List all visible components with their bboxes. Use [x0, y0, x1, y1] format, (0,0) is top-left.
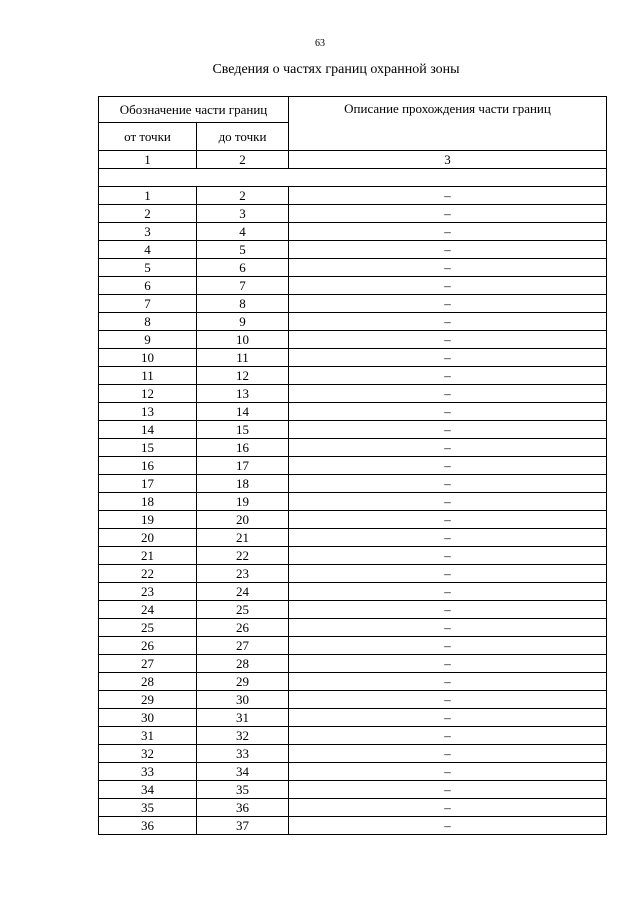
from-point-cell: 25 — [99, 619, 197, 637]
to-point-cell: 18 — [197, 475, 289, 493]
to-point-cell: 4 — [197, 223, 289, 241]
to-point-cell: 24 — [197, 583, 289, 601]
column-number: 3 — [289, 151, 607, 169]
table-row — [99, 259, 607, 277]
from-point-cell: 28 — [99, 673, 197, 691]
table-row — [99, 799, 607, 817]
description-cell: – — [289, 295, 607, 313]
to-point-cell: 6 — [197, 259, 289, 277]
table-row — [99, 331, 607, 349]
from-point-cell: 35 — [99, 799, 197, 817]
description-cell: – — [289, 637, 607, 655]
description-cell: – — [289, 313, 607, 331]
description-cell: – — [289, 745, 607, 763]
description-cell: – — [289, 457, 607, 475]
to-point-cell: 7 — [197, 277, 289, 295]
from-point-cell: 9 — [99, 331, 197, 349]
to-point-cell: 37 — [197, 817, 289, 835]
table-row — [99, 223, 607, 241]
table-row — [99, 583, 607, 601]
from-point-cell: 31 — [99, 727, 197, 745]
description-cell: – — [289, 799, 607, 817]
to-point-cell: 21 — [197, 529, 289, 547]
description-cell: – — [289, 385, 607, 403]
to-point-cell: 9 — [197, 313, 289, 331]
from-point-cell: 30 — [99, 709, 197, 727]
from-point-cell: 20 — [99, 529, 197, 547]
to-point-cell: 14 — [197, 403, 289, 421]
description-cell: – — [289, 331, 607, 349]
table-row — [99, 367, 607, 385]
to-point-cell: 19 — [197, 493, 289, 511]
to-point-cell: 3 — [197, 205, 289, 223]
description-cell: – — [289, 583, 607, 601]
table-row — [99, 601, 607, 619]
description-cell: – — [289, 529, 607, 547]
table-row — [99, 619, 607, 637]
to-point-cell: 11 — [197, 349, 289, 367]
description-cell: – — [289, 781, 607, 799]
description-cell: – — [289, 673, 607, 691]
table-row — [99, 295, 607, 313]
description-cell: – — [289, 439, 607, 457]
table-row — [99, 205, 607, 223]
from-point-cell: 14 — [99, 421, 197, 439]
from-point-cell: 33 — [99, 763, 197, 781]
table-row — [99, 727, 607, 745]
table-row — [99, 421, 607, 439]
from-point-cell: 19 — [99, 511, 197, 529]
from-point-cell: 21 — [99, 547, 197, 565]
description-cell: – — [289, 241, 607, 259]
from-point-cell: 13 — [99, 403, 197, 421]
from-point-cell: 11 — [99, 367, 197, 385]
description-cell: – — [289, 403, 607, 421]
to-point-cell: 34 — [197, 763, 289, 781]
table-row — [99, 655, 607, 673]
table-row — [99, 187, 607, 205]
from-point-cell: 26 — [99, 637, 197, 655]
from-point-cell: 1 — [99, 187, 197, 205]
to-point-cell: 23 — [197, 565, 289, 583]
description-cell: – — [289, 511, 607, 529]
description-cell: – — [289, 565, 607, 583]
description-cell: – — [289, 601, 607, 619]
table-row — [99, 745, 607, 763]
header-boundary-part: Обозначение части границ — [99, 97, 289, 123]
page-title: Сведения о частях границ охранной зоны — [212, 62, 460, 77]
description-cell: – — [289, 349, 607, 367]
table-row — [99, 313, 607, 331]
to-point-cell: 13 — [197, 385, 289, 403]
description-cell: – — [289, 727, 607, 745]
from-point-cell: 15 — [99, 439, 197, 457]
to-point-cell: 20 — [197, 511, 289, 529]
from-point-cell: 16 — [99, 457, 197, 475]
description-cell: – — [289, 691, 607, 709]
section-row — [99, 169, 607, 187]
to-point-cell: 12 — [197, 367, 289, 385]
description-cell: – — [289, 259, 607, 277]
table-row — [99, 241, 607, 259]
description-cell: – — [289, 187, 607, 205]
to-point-cell: 33 — [197, 745, 289, 763]
header-from-point: от точки — [99, 123, 197, 151]
description-cell: – — [289, 817, 607, 835]
to-point-cell: 5 — [197, 241, 289, 259]
description-cell: – — [289, 619, 607, 637]
table-row — [99, 817, 607, 835]
to-point-cell: 26 — [197, 619, 289, 637]
section-label — [99, 169, 607, 187]
to-point-cell: 25 — [197, 601, 289, 619]
to-point-cell: 22 — [197, 547, 289, 565]
description-cell: – — [289, 655, 607, 673]
table-row — [99, 349, 607, 367]
from-point-cell: 24 — [99, 601, 197, 619]
to-point-cell: 10 — [197, 331, 289, 349]
table-row — [99, 493, 607, 511]
table-row — [99, 403, 607, 421]
table-row — [99, 781, 607, 799]
from-point-cell: 8 — [99, 313, 197, 331]
to-point-cell: 8 — [197, 295, 289, 313]
description-cell: – — [289, 223, 607, 241]
boundary-table — [98, 96, 607, 835]
table-row — [99, 511, 607, 529]
table-header — [99, 97, 607, 151]
to-point-cell: 29 — [197, 673, 289, 691]
table-row — [99, 457, 607, 475]
from-point-cell: 23 — [99, 583, 197, 601]
table-body — [99, 151, 607, 835]
table-row — [99, 547, 607, 565]
table-row — [99, 763, 607, 781]
description-cell: – — [289, 475, 607, 493]
description-cell: – — [289, 205, 607, 223]
from-point-cell: 4 — [99, 241, 197, 259]
header-description: Описание прохождения части границ — [289, 97, 607, 151]
table-row — [99, 637, 607, 655]
table-row — [99, 673, 607, 691]
from-point-cell: 6 — [99, 277, 197, 295]
to-point-cell: 32 — [197, 727, 289, 745]
table-row — [99, 385, 607, 403]
description-cell: – — [289, 367, 607, 385]
from-point-cell: 17 — [99, 475, 197, 493]
from-point-cell: 27 — [99, 655, 197, 673]
column-number: 1 — [99, 151, 197, 169]
from-point-cell: 10 — [99, 349, 197, 367]
page-number: 63 — [315, 38, 325, 49]
description-cell: – — [289, 277, 607, 295]
description-cell: – — [289, 547, 607, 565]
to-point-cell: 36 — [197, 799, 289, 817]
from-point-cell: 5 — [99, 259, 197, 277]
from-point-cell: 29 — [99, 691, 197, 709]
from-point-cell: 12 — [99, 385, 197, 403]
to-point-cell: 16 — [197, 439, 289, 457]
table-row — [99, 439, 607, 457]
from-point-cell: 7 — [99, 295, 197, 313]
from-point-cell: 3 — [99, 223, 197, 241]
description-cell: – — [289, 709, 607, 727]
from-point-cell: 36 — [99, 817, 197, 835]
table-row — [99, 565, 607, 583]
to-point-cell: 17 — [197, 457, 289, 475]
to-point-cell: 31 — [197, 709, 289, 727]
to-point-cell: 28 — [197, 655, 289, 673]
table-row — [99, 709, 607, 727]
to-point-cell: 30 — [197, 691, 289, 709]
from-point-cell: 2 — [99, 205, 197, 223]
from-point-cell: 34 — [99, 781, 197, 799]
to-point-cell: 27 — [197, 637, 289, 655]
table-row — [99, 475, 607, 493]
header-to-point: до точки — [197, 123, 289, 151]
from-point-cell: 22 — [99, 565, 197, 583]
table-row — [99, 691, 607, 709]
description-cell: – — [289, 493, 607, 511]
table-row — [99, 277, 607, 295]
from-point-cell: 18 — [99, 493, 197, 511]
from-point-cell: 32 — [99, 745, 197, 763]
to-point-cell: 2 — [197, 187, 289, 205]
column-number: 2 — [197, 151, 289, 169]
column-numbers-row — [99, 151, 607, 169]
description-cell: – — [289, 421, 607, 439]
description-cell: – — [289, 763, 607, 781]
table-row — [99, 529, 607, 547]
to-point-cell: 35 — [197, 781, 289, 799]
to-point-cell: 15 — [197, 421, 289, 439]
